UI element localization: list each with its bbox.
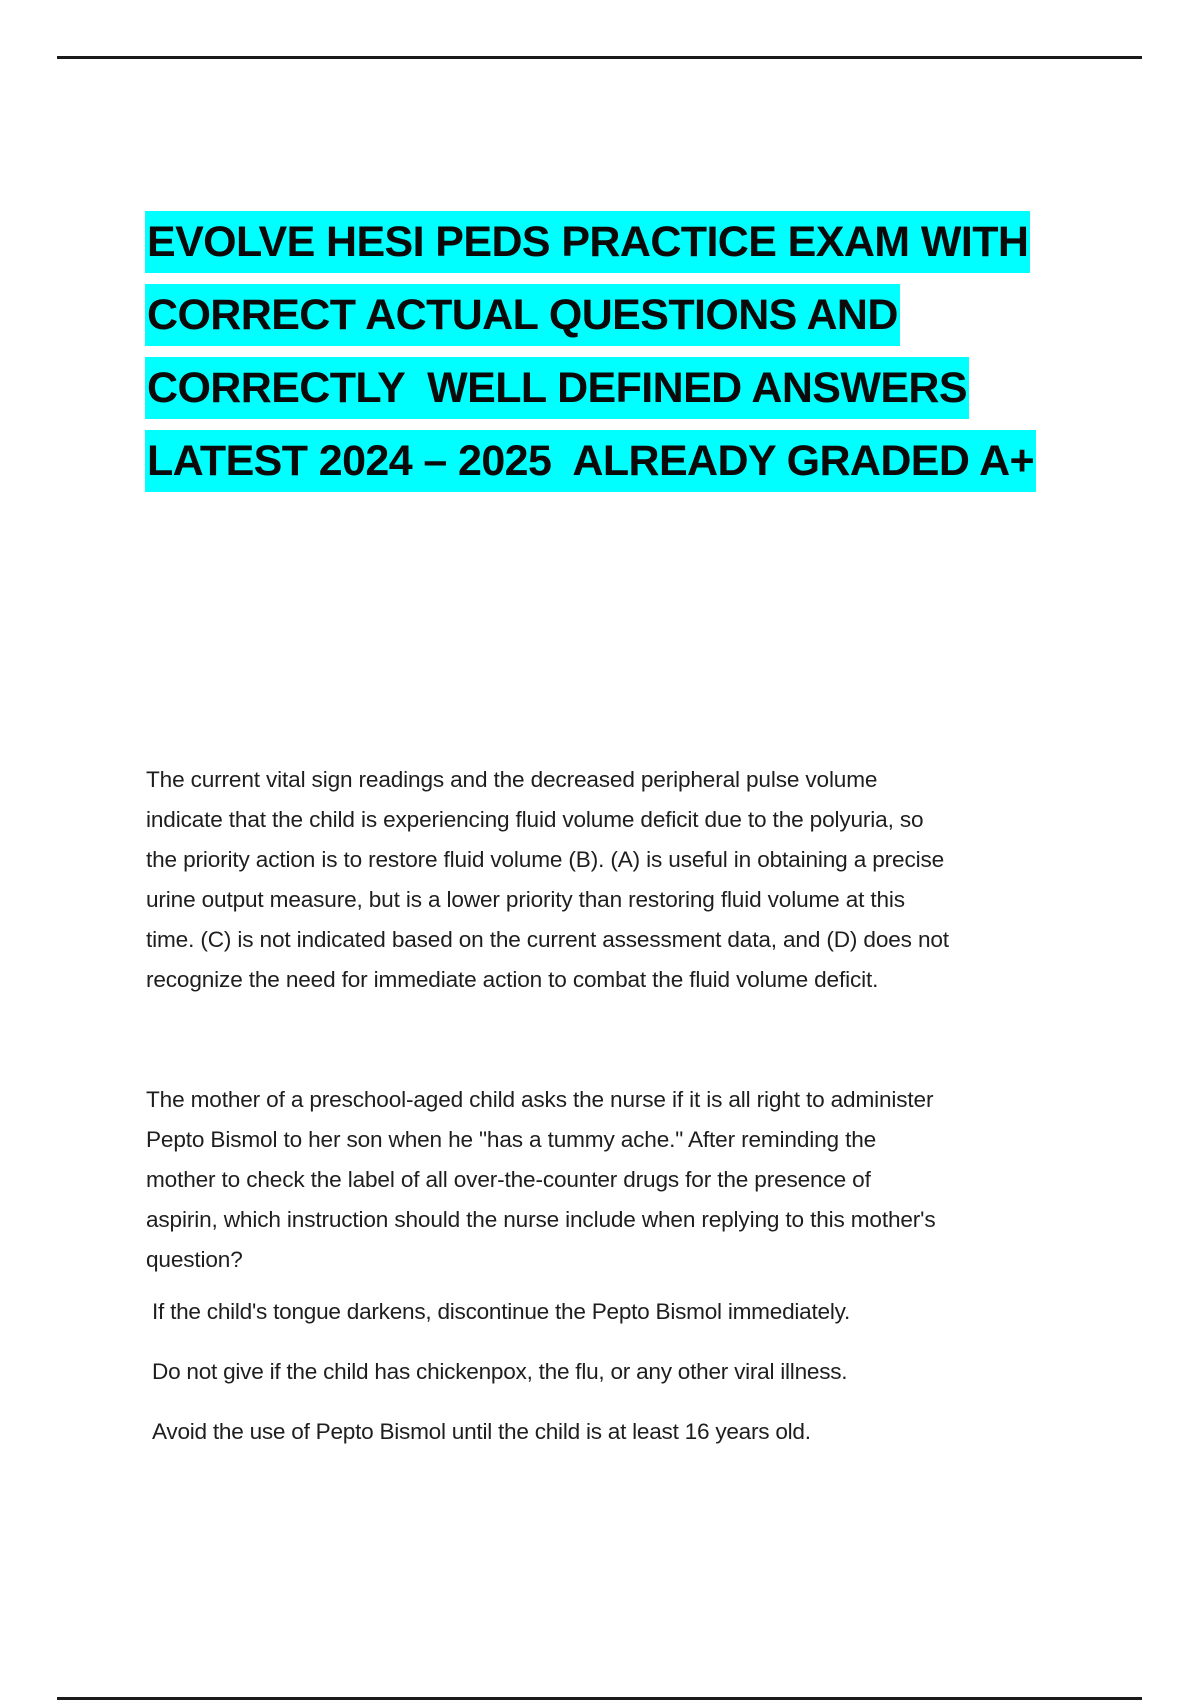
question-line: mother to check the label of all over-the-counter drugs for the presence of bbox=[146, 1167, 871, 1192]
answer-option: If the child's tongue darkens, discontinue the Pepto Bismol immediately. bbox=[152, 1299, 850, 1324]
rationale-line: The current vital sign readings and the decreased peripheral pulse volume bbox=[146, 767, 878, 792]
document-title bbox=[145, 206, 1036, 498]
title-line bbox=[145, 425, 1036, 498]
question-line: Pepto Bismol to her son when he "has a tummy ache." After reminding the bbox=[146, 1127, 877, 1152]
question-line: question? bbox=[146, 1247, 243, 1272]
title-line bbox=[145, 352, 1036, 425]
rationale-line: the priority action is to restore fluid volume (B). (A) is useful in obtaining a precise bbox=[146, 847, 945, 872]
question-line: aspirin, which instruction should the nurse include when replying to this mother's bbox=[146, 1207, 936, 1232]
answer-options-list bbox=[152, 1297, 850, 1477]
rationale-line: urine output measure, but is a lower priority than restoring fluid volume at this bbox=[146, 887, 905, 912]
question-line: The mother of a preschool-aged child asks the nurse if it is all right to administer bbox=[146, 1087, 934, 1112]
rationale-line: time. (C) is not indicated based on the current assessment data, and (D) does not bbox=[146, 927, 949, 952]
answer-option: Do not give if the child has chickenpox, the flu, or any other viral illness. bbox=[152, 1359, 848, 1384]
title-highlight: LATEST 2024 – 2025 ALREADY GRADED A+ bbox=[145, 430, 1036, 492]
title-highlight: CORRECTLY WELL DEFINED ANSWERS bbox=[145, 357, 969, 419]
title-highlight: EVOLVE HESI PEDS PRACTICE EXAM WITH bbox=[145, 211, 1030, 273]
answer-option: Avoid the use of Pepto Bismol until the child is at least 16 years old. bbox=[152, 1419, 811, 1444]
title-line bbox=[145, 206, 1036, 279]
title-highlight: CORRECT ACTUAL QUESTIONS AND bbox=[145, 284, 900, 346]
rationale-paragraph bbox=[146, 760, 1086, 1000]
header-rule bbox=[57, 56, 1142, 59]
rationale-line: recognize the need for immediate action to combat the fluid volume deficit. bbox=[146, 967, 879, 992]
rationale-line: indicate that the child is experiencing fluid volume deficit due to the polyuria, so bbox=[146, 807, 924, 832]
question-paragraph bbox=[146, 1080, 1086, 1280]
title-line bbox=[145, 279, 1036, 352]
